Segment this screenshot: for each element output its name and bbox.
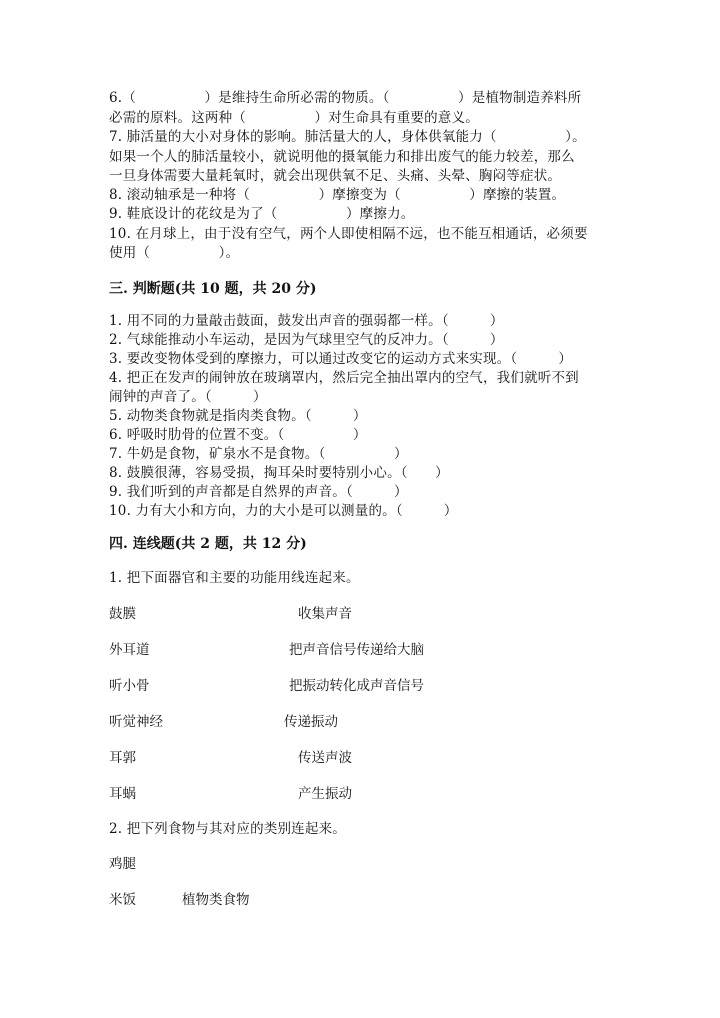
fill-in-line: 使用（ ）。 [109,245,240,261]
match-left-item: 米饭 [109,892,136,908]
section-heading-matching: 四. 连线题(共 2 题，共 12 分) [109,536,307,552]
judgment-item: 8. 鼓膜很薄，容易受损，掏耳朵时要特别小心。（ ） [109,465,449,481]
fill-in-line: 如果一个人的肺活量较小，就说明他的摄氧能力和排出废气的能力较差，那么 [109,149,575,165]
match-left-item: 耳蜗 [109,786,136,802]
judgment-item: 5. 动物类食物就是指肉类食物。（ ） [109,408,367,424]
match-left-item: 听小骨 [109,678,150,694]
matching-prompt: 1. 把下面器官和主要的功能用线连起来。 [109,570,360,586]
matching-prompt: 2. 把下列食物与其对应的类别连起来。 [109,821,346,837]
fill-in-line: 一旦身体需要大量耗氧时，就会出现供氧不足、头痛、头晕、胸闷等症状。 [109,168,562,184]
match-left-item: 耳郭 [109,750,136,766]
fill-in-line: 6.（ ）是维持生命所必需的物质。（ ）是植物制造养料所 [109,90,582,106]
fill-in-line: 必需的原料。这两种（ ）对生命具有重要的意义。 [109,110,479,126]
match-right-item: 把振动转化成声音信号 [289,678,424,694]
judgment-item: 3. 要改变物体受到的摩擦力，可以通过改变它的运动方式来实现。（ ） [109,351,573,367]
match-left-item: 听觉神经 [109,714,163,730]
judgment-item: 4. 把正在发声的闹钟放在玻璃罩内，然后完全抽出罩内的空气，我们就听不到 [109,370,579,386]
judgment-item: 1. 用不同的力量敲击鼓面，鼓发出声音的强弱都一样。（ ） [109,313,504,329]
match-left-item: 鼓膜 [109,606,136,622]
match-right-item: 植物类食物 [182,892,250,908]
judgment-item: 6. 呼吸时肋骨的位置不变。（ ） [109,427,367,443]
judgment-item: 9. 我们听到的声音都是自然界的声音。（ ） [109,484,408,500]
match-right-item: 收集声音 [298,606,352,622]
judgment-item: 闹钟的声音了。（ ） [109,389,267,405]
fill-in-line: 9. 鞋底设计的花纹是为了（ ）摩擦力。 [109,206,415,222]
fill-in-line: 7. 肺活量的大小对身体的影响。肺活量大的人，身体供氧能力（ ）。 [109,129,586,145]
match-right-item: 传送声波 [298,750,352,766]
match-right-item: 把声音信号传递给大脑 [289,642,424,658]
match-left-item: 外耳道 [109,642,150,658]
judgment-item: 10. 力有大小和方向，力的大小是可以测量的。（ ） [109,503,458,519]
fill-in-line: 10. 在月球上，由于没有空气，两个人即使相隔不远，也不能互相通话，必须要 [109,226,588,242]
judgment-item: 2. 气球能推动小车运动，是因为气球里空气的反冲力。（ ） [109,332,504,348]
match-left-item: 鸡腿 [109,856,136,872]
match-right-item: 传递振动 [284,714,338,730]
section-heading-judgment: 三. 判断题(共 10 题，共 20 分) [109,281,317,297]
judgment-item: 7. 牛奶是食物，矿泉水不是食物。（ ） [109,446,408,462]
fill-in-line: 8. 滚动轴承是一种将（ ）摩擦变为（ ）摩擦的装置。 [109,187,566,203]
match-right-item: 产生振动 [298,786,352,802]
